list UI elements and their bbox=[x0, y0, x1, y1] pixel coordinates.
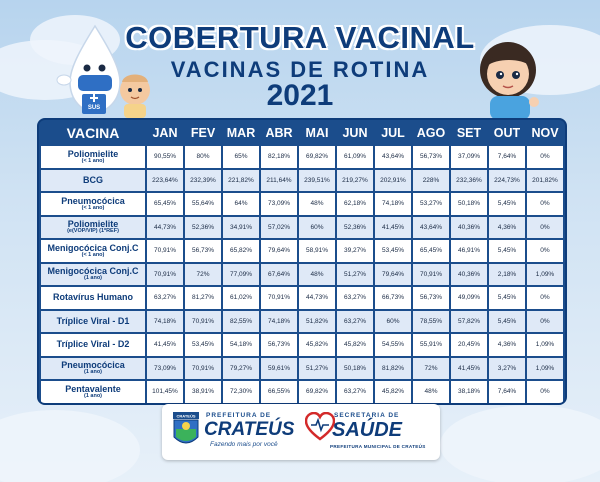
coverage-value-cell: 56,73% bbox=[185, 240, 221, 262]
coverage-value-cell: 65,82% bbox=[223, 240, 259, 262]
coverage-value-cell: 2,18% bbox=[489, 264, 525, 286]
coverage-value-cell: 0% bbox=[527, 311, 563, 333]
coverage-value-cell: 69,82% bbox=[299, 381, 335, 403]
coverage-value-cell: 54,55% bbox=[375, 334, 411, 356]
coverage-value-cell: 65% bbox=[223, 146, 259, 168]
column-header-vacina: VACINA bbox=[66, 125, 120, 141]
table-row bbox=[41, 381, 563, 403]
vaccine-name: Poliomielite bbox=[67, 148, 119, 159]
coverage-value-cell: 7,64% bbox=[489, 381, 525, 403]
table-row bbox=[41, 264, 563, 286]
coverage-value-cell: 62,18% bbox=[337, 193, 373, 215]
coverage-table bbox=[37, 118, 567, 405]
vaccine-name: BCG bbox=[83, 174, 103, 185]
page-subtitle: VACINAS DE ROTINA bbox=[170, 57, 430, 82]
coverage-value-cell: 63,27% bbox=[337, 381, 373, 403]
coverage-value-cell: 38,18% bbox=[451, 381, 487, 403]
column-header-set: SET bbox=[456, 126, 482, 140]
coverage-value-cell: 43,64% bbox=[375, 146, 411, 168]
coverage-value-cell: 228% bbox=[413, 170, 449, 192]
coverage-value-cell: 45,82% bbox=[337, 334, 373, 356]
vaccine-age-group: (< 1 ano) bbox=[81, 204, 105, 211]
vaccine-name-cell bbox=[41, 334, 145, 356]
coverage-value-cell: 81,82% bbox=[375, 358, 411, 380]
coverage-value-cell: 232,39% bbox=[185, 170, 221, 192]
coverage-value-cell: 74,18% bbox=[375, 193, 411, 215]
coverage-value-cell: 90,55% bbox=[147, 146, 183, 168]
coverage-value-cell: 41,45% bbox=[451, 358, 487, 380]
coverage-value-cell: 0% bbox=[527, 146, 563, 168]
coverage-value-cell: 0% bbox=[527, 381, 563, 403]
vaccine-name-cell bbox=[41, 287, 145, 309]
coverage-value-cell: 69,82% bbox=[299, 146, 335, 168]
coverage-value-cell: 34,91% bbox=[223, 217, 259, 239]
coverage-value-cell: 5,45% bbox=[489, 240, 525, 262]
coverage-value-cell: 60% bbox=[375, 311, 411, 333]
coverage-value-cell: 49,09% bbox=[451, 287, 487, 309]
coverage-value-cell: 211,64% bbox=[261, 170, 297, 192]
coverage-value-cell: 56,73% bbox=[413, 146, 449, 168]
heart-icon bbox=[305, 412, 335, 442]
secretaria-label: SECRETARIA DE bbox=[334, 412, 400, 419]
coverage-value-cell: 45,82% bbox=[375, 381, 411, 403]
coverage-value-cell: 66,55% bbox=[261, 381, 297, 403]
coverage-value-cell: 74,18% bbox=[261, 311, 297, 333]
coverage-value-cell: 70,91% bbox=[185, 311, 221, 333]
coverage-value-cell: 44,73% bbox=[299, 287, 335, 309]
vaccine-name-cell bbox=[41, 193, 145, 215]
coverage-value-cell: 1,09% bbox=[527, 264, 563, 286]
coverage-value-cell: 38,91% bbox=[185, 381, 221, 403]
coverage-value-cell: 70,91% bbox=[261, 287, 297, 309]
coverage-value-cell: 57,82% bbox=[451, 311, 487, 333]
coverage-value-cell: 40,36% bbox=[451, 217, 487, 239]
coverage-value-cell: 48% bbox=[299, 264, 335, 286]
vaccine-age-group: (1 ano) bbox=[83, 392, 103, 399]
coverage-value-cell: 79,27% bbox=[223, 358, 259, 380]
secretaria-footnote: PREFEITURA MUNICIPAL DE CRATEÚS bbox=[330, 444, 426, 449]
coverage-value-cell: 57,02% bbox=[261, 217, 297, 239]
coverage-value-cell: 82,18% bbox=[261, 146, 297, 168]
coverage-value-cell: 73,09% bbox=[147, 358, 183, 380]
column-header-mar: MAR bbox=[226, 126, 256, 140]
vaccine-name: Rotavírus Humano bbox=[52, 292, 133, 303]
coverage-value-cell: 65,45% bbox=[413, 240, 449, 262]
coverage-value-cell: 20,45% bbox=[451, 334, 487, 356]
table-row bbox=[41, 217, 563, 239]
coverage-value-cell: 56,73% bbox=[261, 334, 297, 356]
coverage-value-cell: 64% bbox=[223, 193, 259, 215]
vaccine-name: Tríplice Viral - D1 bbox=[56, 315, 130, 326]
coverage-value-cell: 55,91% bbox=[413, 334, 449, 356]
coverage-value-cell: 7,64% bbox=[489, 146, 525, 168]
column-header-ago: AGO bbox=[416, 126, 446, 140]
coverage-value-cell: 55,64% bbox=[185, 193, 221, 215]
column-header-out: OUT bbox=[493, 126, 521, 140]
column-header-jun: JUN bbox=[342, 126, 368, 140]
coverage-value-cell: 48% bbox=[413, 381, 449, 403]
coverage-value-cell: 79,64% bbox=[375, 264, 411, 286]
vaccine-name: Pneumocócica bbox=[61, 360, 125, 370]
secretaria-name: SAÚDE bbox=[332, 419, 403, 441]
vaccine-name-cell bbox=[41, 311, 145, 333]
table-row bbox=[41, 311, 563, 333]
coverage-value-cell: 37,09% bbox=[451, 146, 487, 168]
coverage-value-cell: 51,82% bbox=[299, 311, 335, 333]
coverage-value-cell: 0% bbox=[527, 287, 563, 309]
vaccine-age-group: (< 1 ano) bbox=[81, 251, 105, 258]
coverage-value-cell: 70,91% bbox=[413, 264, 449, 286]
column-header-jan: JAN bbox=[152, 126, 178, 140]
coverage-value-cell: 63,27% bbox=[337, 311, 373, 333]
vaccine-name-cell bbox=[41, 146, 145, 168]
coverage-value-cell: 81,27% bbox=[185, 287, 221, 309]
crateus-crest-icon bbox=[172, 411, 200, 451]
coverage-value-cell: 50,18% bbox=[337, 358, 373, 380]
coverage-value-cell: 5,45% bbox=[489, 287, 525, 309]
coverage-value-cell: 53,27% bbox=[413, 193, 449, 215]
prefeitura-slogan: Fazendo mais por você bbox=[210, 441, 278, 448]
coverage-value-cell: 80% bbox=[185, 146, 221, 168]
column-header-nov: NOV bbox=[531, 126, 559, 140]
prefeitura-label: PREFEITURA DE bbox=[206, 412, 272, 419]
table-header-row bbox=[41, 122, 563, 144]
coverage-value-cell: 41,45% bbox=[375, 217, 411, 239]
vaccine-age-group: (< 1 ano) bbox=[81, 157, 105, 164]
vaccine-name: Pentavalente bbox=[65, 383, 121, 394]
cloud-decoration bbox=[440, 405, 600, 482]
coverage-value-cell: 39,27% bbox=[337, 240, 373, 262]
vaccine-age-group: (1 ano) bbox=[83, 369, 103, 375]
vaccine-name: Pneumocócica bbox=[61, 195, 125, 206]
coverage-value-cell: 1,09% bbox=[527, 334, 563, 356]
coverage-value-cell: 48% bbox=[299, 193, 335, 215]
vaccine-name-cell bbox=[41, 170, 145, 192]
coverage-value-cell: 0% bbox=[527, 193, 563, 215]
coverage-value-cell: 224,73% bbox=[489, 170, 525, 192]
footer-logos bbox=[162, 404, 440, 460]
vaccine-name-cell bbox=[41, 358, 145, 380]
coverage-value-cell: 61,09% bbox=[337, 146, 373, 168]
coverage-value-cell: 51,27% bbox=[299, 358, 335, 380]
coverage-value-cell: 56,73% bbox=[413, 287, 449, 309]
vaccine-name: Tríplice Viral - D2 bbox=[56, 339, 130, 350]
vaccine-name-cell bbox=[41, 240, 145, 262]
coverage-value-cell: 223,64% bbox=[147, 170, 183, 192]
coverage-value-cell: 72% bbox=[413, 358, 449, 380]
vaccine-name: Menigocócica Conj.C bbox=[47, 266, 139, 276]
coverage-value-cell: 45,82% bbox=[299, 334, 335, 356]
coverage-value-cell: 51,27% bbox=[337, 264, 373, 286]
coverage-value-cell: 5,45% bbox=[489, 311, 525, 333]
sus-badge-text: SUS bbox=[87, 105, 101, 111]
coverage-value-cell: 77,09% bbox=[223, 264, 259, 286]
coverage-value-cell: 54,18% bbox=[223, 334, 259, 356]
coverage-value-cell: 72,30% bbox=[223, 381, 259, 403]
coverage-value-cell: 44,73% bbox=[147, 217, 183, 239]
coverage-value-cell: 201,82% bbox=[527, 170, 563, 192]
coverage-value-cell: 61,02% bbox=[223, 287, 259, 309]
coverage-value-cell: 74,18% bbox=[147, 311, 183, 333]
table-row bbox=[41, 240, 563, 262]
coverage-value-cell: 1,09% bbox=[527, 358, 563, 380]
crest-label: CRATEÚS bbox=[176, 413, 196, 419]
coverage-value-cell: 70,91% bbox=[147, 264, 183, 286]
vaccine-name-cell bbox=[41, 217, 145, 239]
coverage-value-cell: 43,64% bbox=[413, 217, 449, 239]
coverage-value-cell: 53,45% bbox=[375, 240, 411, 262]
table-body bbox=[41, 146, 563, 403]
coverage-value-cell: 60% bbox=[299, 217, 335, 239]
coverage-value-cell: 46,91% bbox=[451, 240, 487, 262]
coverage-value-cell: 40,36% bbox=[451, 264, 487, 286]
coverage-value-cell: 50,18% bbox=[451, 193, 487, 215]
coverage-value-cell: 82,55% bbox=[223, 311, 259, 333]
coverage-value-cell: 219,27% bbox=[337, 170, 373, 192]
coverage-value-cell: 202,91% bbox=[375, 170, 411, 192]
coverage-value-cell: 65,45% bbox=[147, 193, 183, 215]
table-row bbox=[41, 146, 563, 168]
coverage-value-cell: 5,45% bbox=[489, 193, 525, 215]
table-row bbox=[41, 358, 563, 380]
vaccine-name-cell bbox=[41, 381, 145, 403]
column-header-fev: FEV bbox=[190, 126, 216, 140]
column-header-jul: JUL bbox=[381, 126, 405, 140]
table-row bbox=[41, 287, 563, 309]
coverage-value-cell: 221,82% bbox=[223, 170, 259, 192]
coverage-value-cell: 53,45% bbox=[185, 334, 221, 356]
coverage-value-cell: 52,36% bbox=[337, 217, 373, 239]
column-header-mai: MAI bbox=[305, 126, 329, 140]
coverage-value-cell: 101,45% bbox=[147, 381, 183, 403]
vaccine-name: Menigocócica Conj.C bbox=[47, 242, 139, 253]
prefeitura-name: CRATEÚS bbox=[204, 419, 295, 440]
vaccine-name-cell bbox=[41, 264, 145, 286]
table-row bbox=[41, 334, 563, 356]
vaccine-age-group: (1 ano) bbox=[83, 275, 103, 281]
vaccine-age-group: (e(VOP/VIP) (1ºREF) bbox=[67, 228, 119, 234]
column-header-abr: ABR bbox=[265, 126, 293, 140]
coverage-value-cell: 41,45% bbox=[147, 334, 183, 356]
coverage-value-cell: 58,91% bbox=[299, 240, 335, 262]
coverage-value-cell: 3,27% bbox=[489, 358, 525, 380]
coverage-value-cell: 70,91% bbox=[185, 358, 221, 380]
coverage-value-cell: 4,36% bbox=[489, 217, 525, 239]
coverage-value-cell: 67,64% bbox=[261, 264, 297, 286]
coverage-value-cell: 70,91% bbox=[147, 240, 183, 262]
cloud-decoration bbox=[0, 410, 140, 482]
coverage-value-cell: 66,73% bbox=[375, 287, 411, 309]
table-row bbox=[41, 193, 563, 215]
coverage-value-cell: 4,36% bbox=[489, 334, 525, 356]
coverage-value-cell: 63,27% bbox=[147, 287, 183, 309]
page-year: 2021 bbox=[266, 79, 334, 112]
coverage-value-cell: 0% bbox=[527, 217, 563, 239]
coverage-value-cell: 52,36% bbox=[185, 217, 221, 239]
coverage-value-cell: 63,27% bbox=[337, 287, 373, 309]
coverage-value-cell: 59,61% bbox=[261, 358, 297, 380]
coverage-value-cell: 239,51% bbox=[299, 170, 335, 192]
coverage-value-cell: 72% bbox=[185, 264, 221, 286]
coverage-value-cell: 79,64% bbox=[261, 240, 297, 262]
page-title: COBERTURA VACINAL bbox=[125, 20, 475, 55]
coverage-value-cell: 232,36% bbox=[451, 170, 487, 192]
coverage-value-cell: 0% bbox=[527, 240, 563, 262]
table-row bbox=[41, 170, 563, 192]
vaccine-name: Poliomielite bbox=[67, 219, 119, 229]
coverage-value-cell: 73,09% bbox=[261, 193, 297, 215]
coverage-value-cell: 78,55% bbox=[413, 311, 449, 333]
